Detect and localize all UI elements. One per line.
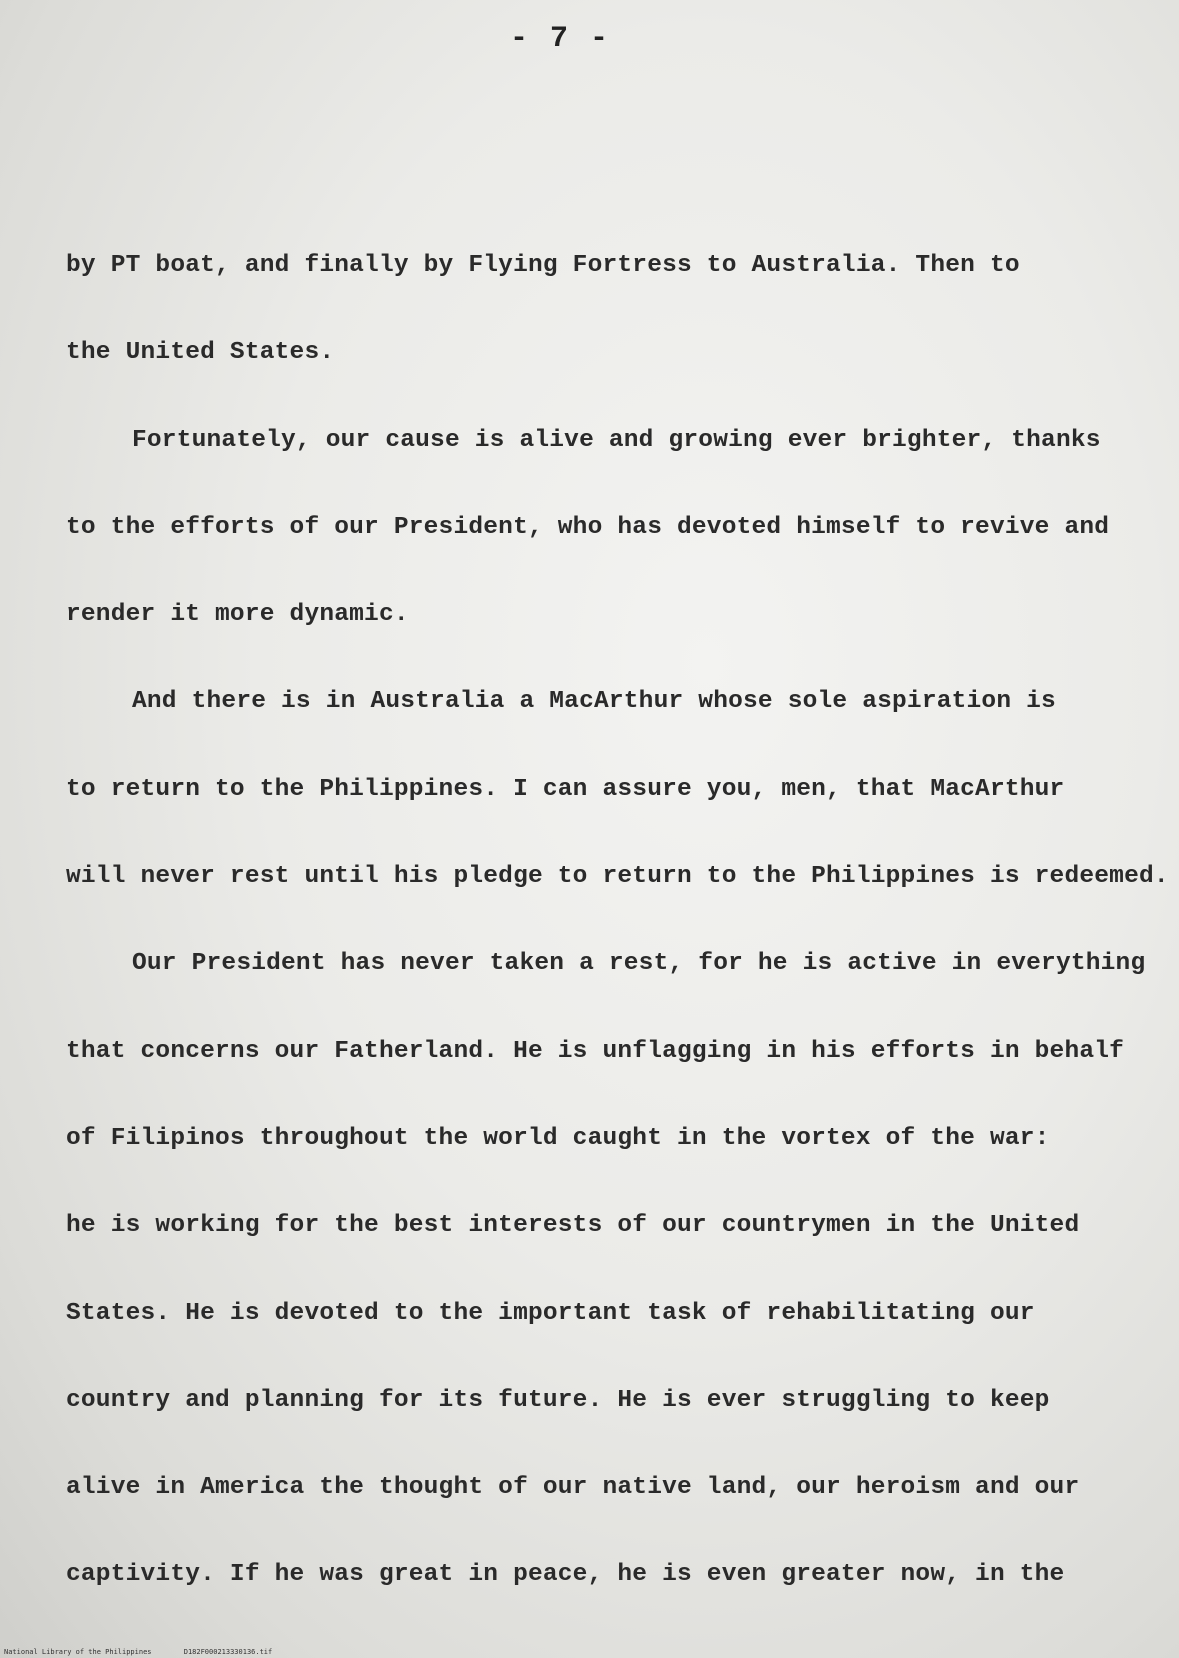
text-line: of Filipinos throughout the world caught in the vortex of the war: <box>66 1124 1050 1152</box>
scan-footer <box>4 1648 300 1656</box>
text-line: Fortunately, our cause is alive and growing ever brighter, thanks <box>132 426 1101 454</box>
text-line: alive in America the thought of our native land, our heroism and our <box>66 1474 1080 1502</box>
text-line: States. He is devoted to the important task of rehabilitating our <box>66 1299 1035 1327</box>
text-line: And there is in Australia a MacArthur whose sole aspiration is <box>132 688 1056 716</box>
document-body <box>66 222 1169 1619</box>
text-line: by PT boat, and finally by Flying Fortress to Australia. Then to <box>66 252 1020 279</box>
text-line: he is working for the best interests of our countrymen in the United <box>66 1212 1080 1240</box>
text-line: to the efforts of our President, who has devoted himself to revive and <box>66 513 1110 541</box>
text-line: to return to the Philippines. I can assure you, men, that MacArthur <box>66 775 1065 803</box>
text-line: captivity. If he was great in peace, he is even greater now, in the <box>66 1561 1065 1589</box>
text-line: will never rest until his pledge to return to the Philippines is redeemed. <box>66 863 1169 891</box>
footer-source: National Library of the Philippines <box>4 1648 152 1656</box>
text-line: Our President has never taken a rest, for he is active in everything <box>132 950 1146 978</box>
text-line: that concerns our Fatherland. He is unflagging in his efforts in behalf <box>66 1037 1125 1065</box>
text-line: the United States. <box>66 339 335 367</box>
text-line: country and planning for its future. He is ever struggling to keep <box>66 1386 1050 1414</box>
footer-file: D182F000213330136.tif <box>183 1648 273 1656</box>
text-line: render it more dynamic. <box>66 601 409 629</box>
page-number: - 7 - <box>509 22 610 56</box>
